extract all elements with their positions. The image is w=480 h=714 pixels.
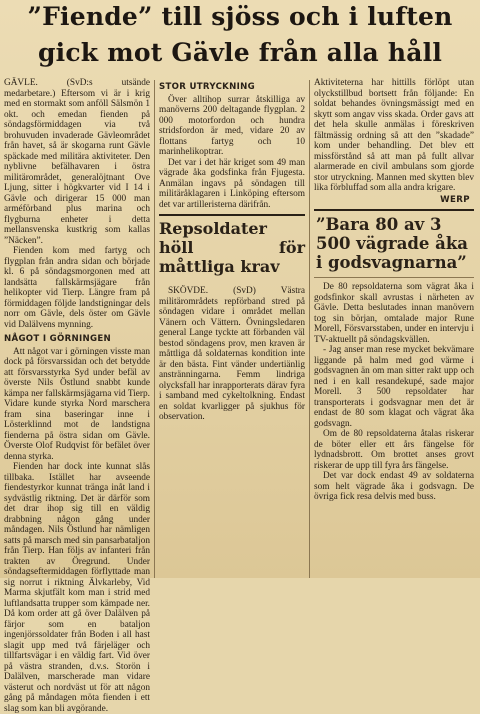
article-paragraph: Fienden har dock inte kunnat slås tillbaka. Istället har avseende fiendestyrkor kunnat tränga inåt land i sydvästlig riktning. Det är därför som det drar ihop sig till en väldig drabbning någon gång under måndagen. Nils Östlund har nämligen satts på marsch med sin pansarbataljon från Tierp. Han följs av infanteri från trakten av Öregrund. Under söndagseftermiddagen förflyttade man sig norrut i riktning Älvkarleby, Vid Marma skjutfält kom man i strid med luftlandsatta trupper som kämpade ner. Då kom order att gå över Dalälven på färjor som en bataljon ingenjörssoldater från Boden i all hast slagit upp med två färjeläger och tillfartsvägar i en väldig fart. Vid över på västra stranden, d.v.s. Storön i Dalälven, marscherade man vidare västerut och nordväst ut för att någon gång på måndagen möta fienden i ett slag som kan bli avgörande. — [4, 462, 150, 714]
article-paragraph: Aktiviteterna har hittills förlöpt utan olyckstillbud bortsett från följande: En soldat behandes övningsmässigt med en skytt som angav viss skada. Order gavs att det hela skulle anmälas i föreskriven fältmässig ordning så att den ”skadade” kom under behandling. Det blev ett missförstånd så att man på fullt allvar alarmerade en civil ambulans som gjorde stor utryckning. Mannen med skytten blev lika förbluffad som alla andra krigare. — [314, 78, 474, 193]
article-paragraph: Fienden kom med fartyg och flygplan från andra sidan och började kl. 6 på söndagsmorgonen med att landsätta fallskärmsjägare från helikopter vid Tierp. Längre fram på förmiddagen följde landstigningar dels norr om Gävle, dels öster om Gävle vid Dalälvens mynning. — [4, 246, 150, 330]
article-paragraph: Det var i det här kriget som 49 man vägrade åka godsfinka från Fjugesta. Anmälan ingavs på söndagen till militäråklagaren i Linköping eftersom det var artilleristerna därifrån. — [159, 157, 305, 210]
article-paragraph: GÄVLE. (SvD:s utsände medarbetare.) Eftersom vi är i krig med en stormakt som anföll Sälsmön 1 okt. och emedan fienden på söndagsförmiddagen via två brohuvuden invaderade Gävleområdet från havet, så är skogarna runt Gävle späckade med militära aktiviteter. Den nyblivne befälhavaren i östra militärområdet, generalöjtnant Ove Ljung, sitter i högkvarter vid I 14 i Gävle och dirigerar 15 000 man arméförband plus marina och flygburna enheter i detta mellansvenska kustkrig som kallas ”Näcken”. — [4, 78, 150, 246]
byline: WERP — [440, 194, 470, 205]
article-paragraph: Om de 80 repsoldaterna åtalas riskerar de böter eller ett års fängelse för lydnadsbrott. Om brottet anses grovt riskerar de upp till fyra års fängelse. — [314, 429, 474, 471]
article-paragraph: De 80 repsoldaterna som vägrat åka i godsfinkor skall avrustas i närheten av Gävle. Detta beslutades innan manövern tog sin början, omtalade major Rune Morell, Försvarsstaben, under en intervju i TV-aktuellt på söndagskvällen. — [314, 282, 474, 345]
article-paragraph: Över alltihop surrar åtskilliga av manöverns 200 deltagande flygplan. 2 000 motorfordon och hundra stridsfordon är med, vidare 20 av flottans fartyg och 10 marinhelikoptrar. — [159, 94, 305, 157]
article-column-2 — [159, 78, 305, 578]
article-column-1 — [4, 78, 150, 714]
main-headline-line-2: gick mot Gävle från alla håll — [37, 38, 443, 67]
column-rule-2 — [309, 80, 310, 578]
subheading-nagot-i-gorningen: NÅGOT I GÖRNINGEN — [4, 334, 112, 344]
article-column-3 — [314, 78, 474, 578]
article-3-headline: ”Bara 80 av 3 500 vägrade åka i godsvagnarna” — [314, 209, 474, 278]
article-paragraph: - Jag anser man rese mycket bekvämare liggande på halm med god värme i godsvagnen än om man sitter rakt upp och ned i en kall resandekupé, sade major Morell. 3 500 repsoldater har transporterats i godsvagnar men det är endast de 80 som klagat och vägrat åka godsvagn. — [314, 345, 474, 429]
article-paragraph: SKÖVDE. (SvD) Västra militärområdets repförband stred på söndagen vidare i området mellan Vänern och Vättern. Övningsledaren general Lange tyckte att förbanden väl bestod söndagens prov, men kraven är måttliga då soldaternas kondition inte är den bästa. Fint vänder undertiänlig anstränningarna. Femm lindriga olycksfall har inrapporterats därav fyra i samband med cykeltolkning. Endast en soldat kvarligger på sjukhus för observation. — [159, 286, 305, 422]
article-paragraph: Att något var i görningen visste man dock på försvarssidan och det betydde att försvarsstyrka Syd under befäl av överste Nils Östlund snabbt kunde kämpa ner fallskärmsjägarna vid Tierp. Vidare kunde styrka Nord marschera fram sina baseringar inne i Lösterklinnd mot de landstigna fienderna på östra sidan om Gävle. Överste Olof Rudqvist för befälet över denna styrka. — [4, 346, 150, 462]
column-rule-1 — [154, 80, 155, 578]
article-paragraph: Det var dock endast 49 av soldaterna som helt vägrade åka i godsvagn. De övriga fick resa delvis med buss. — [314, 471, 474, 502]
article-2-headline: Repsoldater höll för måttliga krav — [159, 214, 305, 280]
main-headline-line-1: ”Fiende” till sjöss och i luften — [27, 2, 453, 31]
subheading-stor-utryckning: STOR UTRYCKNING — [159, 82, 255, 92]
